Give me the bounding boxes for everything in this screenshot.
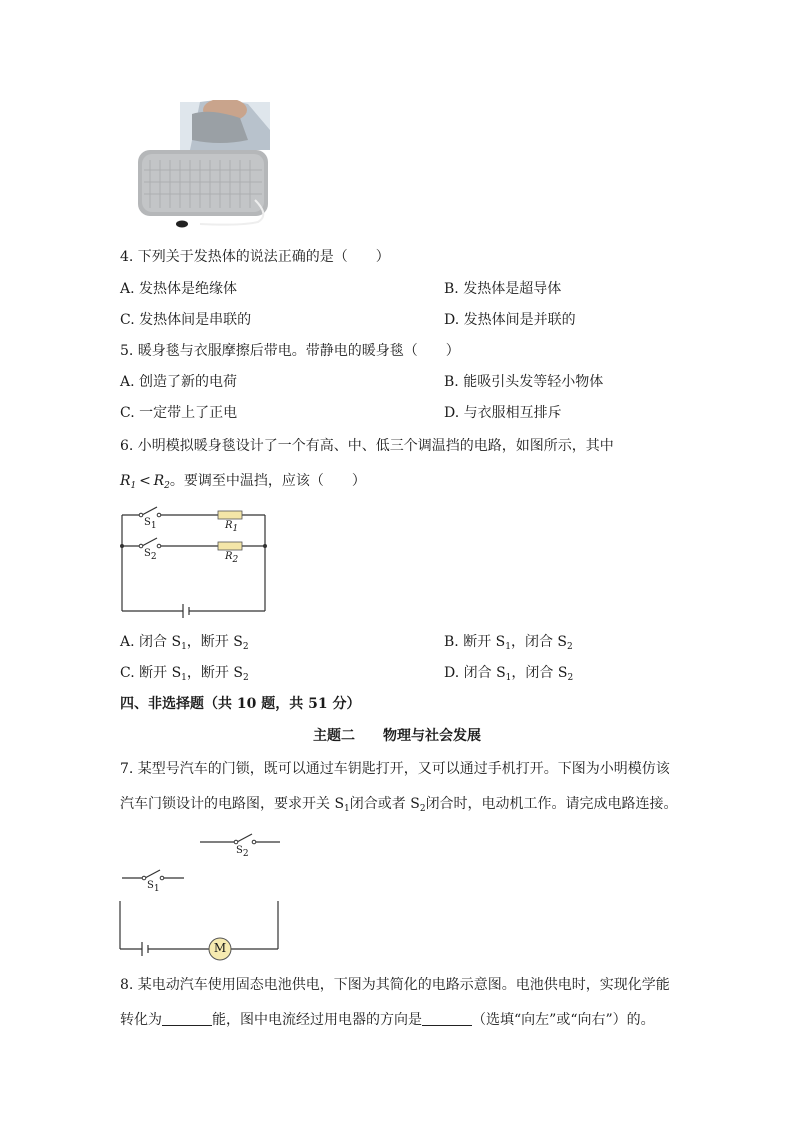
q7-line1: 7. 某型号汽车的门锁，既可以通过车钥匙打开，又可以通过手机打开。下图为小明模仿该 [120,761,670,777]
q8-blank-energy[interactable] [162,1011,212,1026]
q6-option-d[interactable]: D. 闭合 $S_1$，闭合 $S_2$ [444,665,574,683]
q4-option-b[interactable]: B. 发热体是超导体 [444,281,562,297]
q6-circuit-diagram [112,504,282,620]
q6-option-b[interactable]: B. 断开 $S_1$，闭合 $S_2$ [444,634,573,652]
q7-line2: 汽车门锁设计的电路图，要求开关 $S_1$闭合或者 $S_2$闭合时，电动机工作。请完成电路连接。 [120,796,678,814]
q5-option-c[interactable]: C. 一定带上了正电 [120,405,238,421]
q6-option-c[interactable]: C. 断开 $S_1$，断开 $S_2$ [120,665,249,683]
q7-s1-label: $S_1$ [147,880,160,894]
q6-r1-label: $R_1$ [225,520,239,534]
q8-line1: 8. 某电动汽车使用固态电池供电，下图为其简化的电路示意图。电池供电时，实现化学能 [120,977,670,993]
q6-stem-line2 [120,471,366,491]
theme-two-heading: 主题二 物理与社会发展 [313,728,481,744]
q4-stem: 4. 下列关于发热体的说法正确的是（ ） [120,249,390,265]
q7-s2-label: $S_2$ [236,845,249,859]
q4-option-d[interactable]: D. 发热体间是并联的 [444,312,576,328]
heating-blanket-photo [130,100,272,230]
q6-s2-label: $S_2$ [144,548,157,562]
q4-option-a[interactable]: A. 发热体是绝缘体 [120,281,238,297]
q6-s1-label: $S_1$ [144,517,157,531]
q6-option-a[interactable]: A. 闭合 $S_1$，断开 $S_2$ [120,634,249,652]
q5-option-d[interactable]: D. 与衣服相互排斥 [444,405,562,421]
q6-stem-line1: 6. 小明模拟暖身毯设计了一个有高、中、低三个调温挡的电路，如图所示，其中 [120,438,614,454]
q5-option-a[interactable]: A. 创造了新的电荷 [120,374,238,390]
q4-option-c[interactable]: C. 发热体间是串联的 [120,312,252,328]
q5-option-b[interactable]: B. 能吸引头发等轻小物体 [444,374,604,390]
section-four-heading: 四、非选择题（共 10 题，共 51 分） [120,696,361,712]
q8-blank-direction[interactable] [422,1011,472,1026]
q6-stem-line2-text: 。要调至中温挡，应该（ ） [169,473,366,489]
q6-formula: $R_1 < R_2$ [120,473,170,491]
q6-r2-label: $R_2$ [225,551,239,565]
q7-motor-label: M [213,941,227,955]
q8-line2: 转化为 能，图中电流经过用电器的方向是 （选填“向左”或“向右”）的。 [120,1012,655,1028]
q7-circuit-diagram [112,828,288,962]
q5-stem: 5. 暖身毯与衣服摩擦后带电。带静电的暖身毯（ ） [120,343,460,359]
